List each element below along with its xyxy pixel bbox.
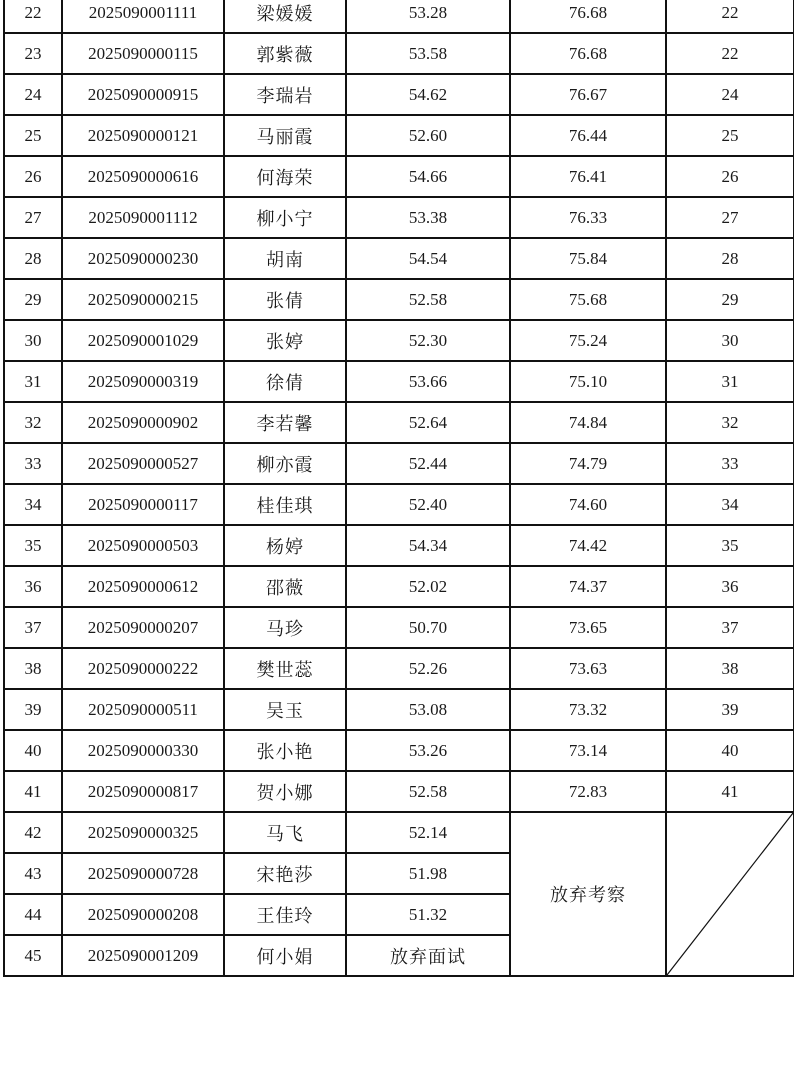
row-number: 33 xyxy=(4,443,62,484)
rank: 41 xyxy=(666,771,794,812)
written-score: 53.26 xyxy=(346,730,510,771)
rank: 40 xyxy=(666,730,794,771)
table-row xyxy=(4,33,794,74)
table-row xyxy=(4,648,794,689)
written-score: 54.62 xyxy=(346,74,510,115)
row-number: 25 xyxy=(4,115,62,156)
candidate-name: 桂佳琪 xyxy=(224,484,346,525)
total-score: 73.63 xyxy=(510,648,666,689)
row-number: 23 xyxy=(4,33,62,74)
exam-id: 2025090000222 xyxy=(62,648,224,689)
row-number: 42 xyxy=(4,812,62,853)
total-score: 76.68 xyxy=(510,0,666,33)
row-number: 31 xyxy=(4,361,62,402)
candidate-name: 贺小娜 xyxy=(224,771,346,812)
diagonal-slash xyxy=(667,813,793,975)
rank: 22 xyxy=(666,0,794,33)
candidate-name: 马丽霞 xyxy=(224,115,346,156)
candidate-name: 樊世蕊 xyxy=(224,648,346,689)
empty-slash-cell xyxy=(666,812,794,976)
written-score: 52.26 xyxy=(346,648,510,689)
rank: 38 xyxy=(666,648,794,689)
rank: 22 xyxy=(666,33,794,74)
table-row xyxy=(4,361,794,402)
row-number: 24 xyxy=(4,74,62,115)
exam-id: 2025090000230 xyxy=(62,238,224,279)
table-row xyxy=(4,484,794,525)
rank: 35 xyxy=(666,525,794,566)
exam-id: 2025090000117 xyxy=(62,484,224,525)
written-score: 51.32 xyxy=(346,894,510,935)
row-number: 32 xyxy=(4,402,62,443)
written-score: 54.54 xyxy=(346,238,510,279)
candidate-name: 郭紫薇 xyxy=(224,33,346,74)
row-number: 36 xyxy=(4,566,62,607)
total-score: 76.41 xyxy=(510,156,666,197)
candidate-name: 李瑞岩 xyxy=(224,74,346,115)
exam-id: 2025090000121 xyxy=(62,115,224,156)
table-row xyxy=(4,771,794,812)
total-score: 74.37 xyxy=(510,566,666,607)
row-number: 40 xyxy=(4,730,62,771)
written-score: 54.66 xyxy=(346,156,510,197)
row-number: 28 xyxy=(4,238,62,279)
exam-id: 2025090000817 xyxy=(62,771,224,812)
table-row xyxy=(4,730,794,771)
rank: 28 xyxy=(666,238,794,279)
exam-id: 2025090000728 xyxy=(62,853,224,894)
total-score: 75.68 xyxy=(510,279,666,320)
row-number: 38 xyxy=(4,648,62,689)
abandon-note: 放弃考察 xyxy=(510,812,666,976)
row-number: 44 xyxy=(4,894,62,935)
row-number: 43 xyxy=(4,853,62,894)
candidate-name: 吴玉 xyxy=(224,689,346,730)
written-score: 放弃面试 xyxy=(346,935,510,976)
candidate-name: 杨婷 xyxy=(224,525,346,566)
written-score: 52.14 xyxy=(346,812,510,853)
rank: 24 xyxy=(666,74,794,115)
exam-id: 2025090000319 xyxy=(62,361,224,402)
candidate-name: 梁媛媛 xyxy=(224,0,346,33)
exam-id: 2025090000330 xyxy=(62,730,224,771)
candidate-name: 徐倩 xyxy=(224,361,346,402)
exam-id: 2025090000616 xyxy=(62,156,224,197)
table-row xyxy=(4,279,794,320)
candidate-name: 柳亦霞 xyxy=(224,443,346,484)
score-sheet xyxy=(3,0,794,977)
written-score: 53.08 xyxy=(346,689,510,730)
score-table xyxy=(3,0,794,977)
exam-id: 2025090000115 xyxy=(62,33,224,74)
candidate-name: 马飞 xyxy=(224,812,346,853)
written-score: 53.38 xyxy=(346,197,510,238)
row-number: 26 xyxy=(4,156,62,197)
candidate-name: 李若馨 xyxy=(224,402,346,443)
table-row xyxy=(4,566,794,607)
total-score: 73.14 xyxy=(510,730,666,771)
written-score: 52.58 xyxy=(346,771,510,812)
written-score: 54.34 xyxy=(346,525,510,566)
row-number: 37 xyxy=(4,607,62,648)
exam-id: 2025090001111 xyxy=(62,0,224,33)
total-score: 74.42 xyxy=(510,525,666,566)
table-row xyxy=(4,238,794,279)
exam-id: 2025090000902 xyxy=(62,402,224,443)
total-score: 75.10 xyxy=(510,361,666,402)
written-score: 52.58 xyxy=(346,279,510,320)
total-score: 75.24 xyxy=(510,320,666,361)
exam-id: 2025090001112 xyxy=(62,197,224,238)
total-score: 73.65 xyxy=(510,607,666,648)
written-score: 52.02 xyxy=(346,566,510,607)
candidate-name: 胡南 xyxy=(224,238,346,279)
written-score: 50.70 xyxy=(346,607,510,648)
candidate-name: 马珍 xyxy=(224,607,346,648)
rank: 36 xyxy=(666,566,794,607)
candidate-name: 张倩 xyxy=(224,279,346,320)
exam-id: 2025090000215 xyxy=(62,279,224,320)
total-score: 75.84 xyxy=(510,238,666,279)
total-score: 76.33 xyxy=(510,197,666,238)
row-number: 22 xyxy=(4,0,62,33)
exam-id: 2025090000612 xyxy=(62,566,224,607)
table-row xyxy=(4,607,794,648)
row-number: 34 xyxy=(4,484,62,525)
table-row xyxy=(4,197,794,238)
rank: 34 xyxy=(666,484,794,525)
candidate-name: 张婷 xyxy=(224,320,346,361)
rank: 32 xyxy=(666,402,794,443)
candidate-name: 张小艳 xyxy=(224,730,346,771)
candidate-name: 邵薇 xyxy=(224,566,346,607)
rank: 37 xyxy=(666,607,794,648)
row-number: 27 xyxy=(4,197,62,238)
rank: 39 xyxy=(666,689,794,730)
rank: 25 xyxy=(666,115,794,156)
table-row xyxy=(4,443,794,484)
table-row xyxy=(4,402,794,443)
table-row xyxy=(4,0,794,33)
total-score: 72.83 xyxy=(510,771,666,812)
table-row xyxy=(4,812,794,853)
table-body xyxy=(4,0,794,976)
exam-id: 2025090001029 xyxy=(62,320,224,361)
rank: 30 xyxy=(666,320,794,361)
rank: 29 xyxy=(666,279,794,320)
table-row xyxy=(4,156,794,197)
written-score: 52.64 xyxy=(346,402,510,443)
total-score: 74.79 xyxy=(510,443,666,484)
candidate-name: 宋艳莎 xyxy=(224,853,346,894)
exam-id: 2025090000503 xyxy=(62,525,224,566)
table-row xyxy=(4,689,794,730)
candidate-name: 王佳玲 xyxy=(224,894,346,935)
row-number: 39 xyxy=(4,689,62,730)
rank: 31 xyxy=(666,361,794,402)
total-score: 76.44 xyxy=(510,115,666,156)
written-score: 51.98 xyxy=(346,853,510,894)
written-score: 53.66 xyxy=(346,361,510,402)
exam-id: 2025090000511 xyxy=(62,689,224,730)
candidate-name: 何海荣 xyxy=(224,156,346,197)
row-number: 35 xyxy=(4,525,62,566)
exam-id: 2025090000527 xyxy=(62,443,224,484)
candidate-name: 柳小宁 xyxy=(224,197,346,238)
table-row xyxy=(4,115,794,156)
total-score: 76.68 xyxy=(510,33,666,74)
row-number: 29 xyxy=(4,279,62,320)
row-number: 41 xyxy=(4,771,62,812)
exam-id: 2025090000207 xyxy=(62,607,224,648)
exam-id: 2025090000325 xyxy=(62,812,224,853)
table-row xyxy=(4,320,794,361)
row-number: 45 xyxy=(4,935,62,976)
total-score: 74.84 xyxy=(510,402,666,443)
written-score: 52.60 xyxy=(346,115,510,156)
written-score: 52.44 xyxy=(346,443,510,484)
written-score: 52.30 xyxy=(346,320,510,361)
total-score: 73.32 xyxy=(510,689,666,730)
rank: 26 xyxy=(666,156,794,197)
row-number: 30 xyxy=(4,320,62,361)
total-score: 76.67 xyxy=(510,74,666,115)
exam-id: 2025090000208 xyxy=(62,894,224,935)
table-row xyxy=(4,525,794,566)
rank: 27 xyxy=(666,197,794,238)
table-row xyxy=(4,74,794,115)
written-score: 53.58 xyxy=(346,33,510,74)
total-score: 74.60 xyxy=(510,484,666,525)
rank: 33 xyxy=(666,443,794,484)
exam-id: 2025090000915 xyxy=(62,74,224,115)
written-score: 52.40 xyxy=(346,484,510,525)
candidate-name: 何小娟 xyxy=(224,935,346,976)
exam-id: 2025090001209 xyxy=(62,935,224,976)
written-score: 53.28 xyxy=(346,0,510,33)
